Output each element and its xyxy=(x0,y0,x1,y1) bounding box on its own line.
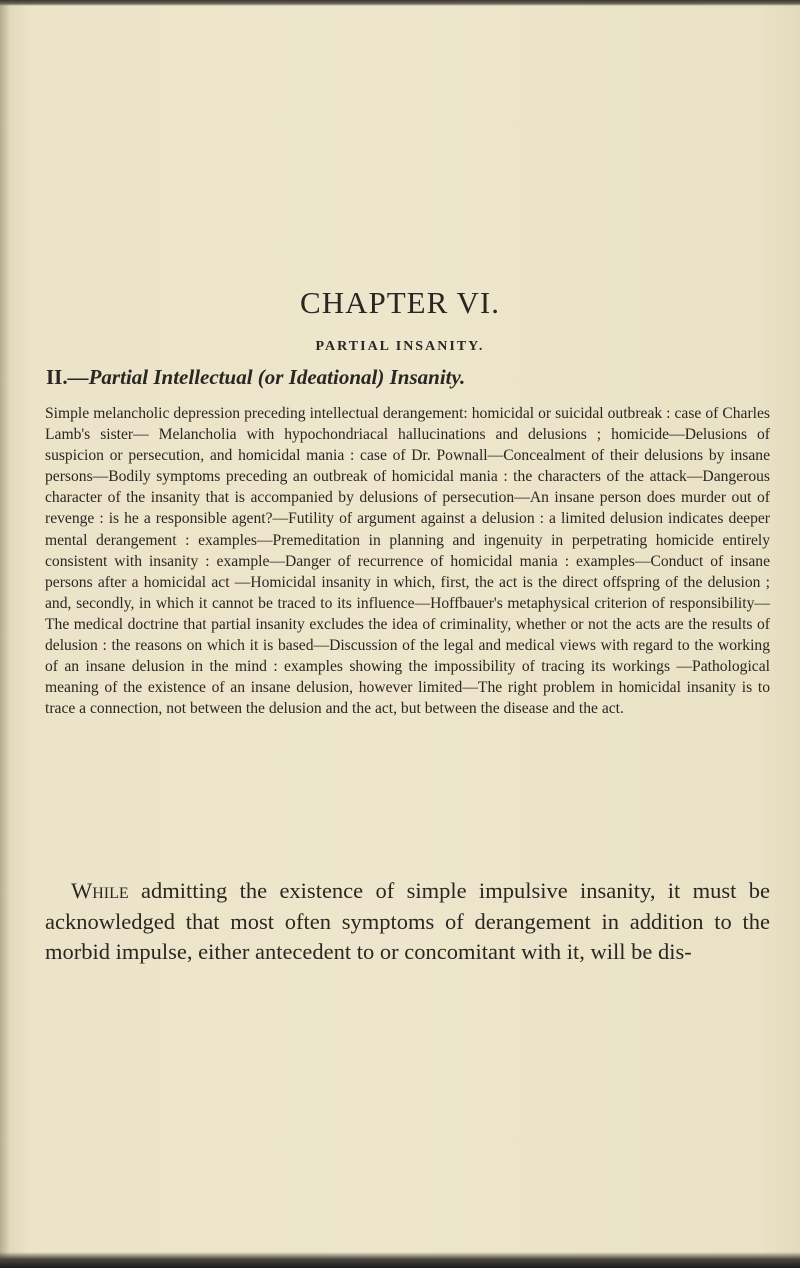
body-paragraph-text: admitting the existence of simple impulsive insanity, it must be acknowledged that most often symptoms of derangement in addition to the morbid impulse, either antecedent to or concomitant with it, will be dis- xyxy=(45,878,770,965)
section-number: II. xyxy=(46,365,68,389)
lead-word: While xyxy=(71,878,129,903)
bottom-page-edge xyxy=(0,1252,800,1268)
gutter-shadow xyxy=(0,0,10,1268)
chapter-synopsis: Simple melancholic depression preceding intellectual derangement: homicidal or suicidal outbreak : case of Charles Lamb's sister— Melancholia with hypochondriacal hallucinations and delusions ; homicide—Delusions of suspicion or persecution, and homicidal mania : case of Dr. Pownall—Concealment of their delusions by insane persons—Bodily symptoms preceding an outbreak of homicidal mania : the characters of the attack—Dangerous character of the insanity that is accompanied by delusions of persecution—An insane person does murder out of revenge : is he a responsible agent?—Futility of argument against a delusion : a limited delusion indicates deeper mental derangement : examples—Premeditation in planning and ingenuity in perpetrating homicide entirely consistent with insanity : example—Danger of recurrence of homicidal mania : examples—Conduct of insane persons after a homicidal act —Homicidal insanity in which, first, the act is the direct offspring of the delusion ; and, secondly, in which it cannot be traced to its influence—Hoffbauer's metaphysical criterion of responsibility— The medical doctrine that partial insanity excludes the idea of criminality, whether or not the acts are the results of delusion : the reasons on which it is based—Discussion of the legal and medical views with regard to the working of an insane delusion in the mind : examples showing the impossibility of tracing its workings —Pathological meaning of the existence of an insane delusion, however limited—The right problem in homicidal insanity is to trace a connection, not between the delusion and the act, but between the disease and the act. xyxy=(45,405,770,718)
body-paragraph xyxy=(45,876,770,968)
top-page-edge xyxy=(0,0,800,6)
chapter-title: CHAPTER VI. xyxy=(300,285,500,320)
part-title: PARTIAL INSANITY. xyxy=(315,339,485,354)
section-heading-text: —Partial Intellectual (or Ideational) Insanity. xyxy=(67,365,466,389)
section-title xyxy=(46,365,766,390)
